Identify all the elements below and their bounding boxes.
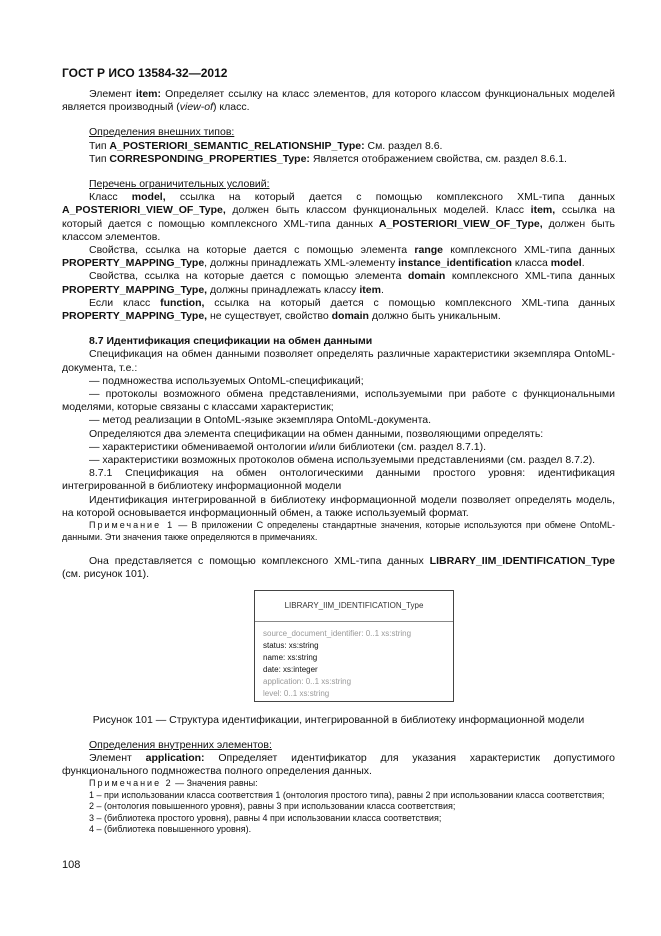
text: . <box>581 257 585 270</box>
term: item <box>359 283 381 296</box>
note-item: 4 – (библиотека повышенного уровня). <box>89 824 252 835</box>
text: Тип <box>89 139 110 152</box>
list-item: — характеристики возможных протоколов обмена используемыми представлениями (см. раздел 8.7.2). <box>89 454 596 467</box>
page-content <box>62 88 615 836</box>
text: Если класс <box>89 296 161 309</box>
term: domain <box>331 310 369 323</box>
page-number: 108 <box>62 859 81 871</box>
constraint-3 <box>62 270 615 296</box>
term: CORRESPONDING_PROPERTIES_Type: <box>109 152 310 165</box>
uml-attribute: date: xs:integer <box>263 664 318 674</box>
text: Она представляется с помощью комплексного XML-типа данных <box>89 555 430 568</box>
note-text: — Значения равны: <box>172 778 258 789</box>
term: PROPERTY_MAPPING_Type <box>62 257 205 270</box>
note-label: Примечание 2 <box>89 778 173 789</box>
note-item: 1 – при использовании класса соответствия 1 (онтология простого типа), равны 2 при использовании класса соответствия; <box>89 789 605 800</box>
uml-attribute: status: xs:string <box>263 640 319 650</box>
ext-definitions-heading: Определения внешних типов: <box>89 126 235 139</box>
term: A_POSTERIORI_VIEW_OF_Type, <box>62 204 226 217</box>
term: model, <box>131 191 166 204</box>
uml-attribute: name: xs:string <box>263 652 318 662</box>
text: не существует, свойство <box>207 310 332 323</box>
term: item: <box>135 88 162 100</box>
text: комплексного XML-типа данных <box>442 244 615 257</box>
text: ссылка на который дается с помощью комплексного XML-типа данных <box>204 296 616 309</box>
note-item: 2 – (онтология повышенного уровня), равны 3 при использовании класса соответствия; <box>89 801 456 812</box>
figure-caption: Рисунок 101 — Структура идентификации, интегрированной в библиотеку информационной модели <box>92 713 585 726</box>
term: function, <box>160 296 205 309</box>
note-label: Примечание 1 <box>89 520 175 531</box>
text: Определяет идентификатор для указания характеристик допустимого функционального подмножества полного определения данных. <box>62 751 615 778</box>
ext-definition-2 <box>62 153 615 166</box>
figure-101 <box>62 590 615 708</box>
text: должно быть уникальным. <box>368 310 501 323</box>
text: класса <box>511 257 551 270</box>
term: application: <box>145 751 205 764</box>
text: Элемент <box>89 751 146 764</box>
term: PROPERTY_MAPPING_Type, <box>62 310 208 323</box>
text: Класс <box>89 191 132 204</box>
ext-definition-1 <box>62 140 615 153</box>
text: Является отображением свойства, см. раздел 8.6.1. <box>309 152 567 165</box>
term: model <box>550 257 582 270</box>
term: item, <box>530 204 556 217</box>
text: (см. рисунок 101). <box>62 568 150 581</box>
uml-attribute: level: 0..1 xs:string <box>263 688 330 698</box>
text: ссылка на который дается с помощью комплексного XML-типа данных <box>62 204 616 230</box>
type-reference-para <box>62 555 615 581</box>
section-8-7-1-heading: 8.7.1 Спецификация на обмен онтологическими данными простого уровня: идентификация интегрированной в библиотеку информационной модели <box>62 467 615 493</box>
text: должны принадлежать классу <box>207 283 360 296</box>
term: range <box>414 244 443 257</box>
constraint-1 <box>62 191 615 244</box>
term: A_POSTERIORI_SEMANTIC_RELATIONSHIP_Type: <box>109 139 365 152</box>
application-definition <box>62 752 615 778</box>
uml-class-box <box>254 590 454 702</box>
list-item: — характеристики обмениваемой онтологии и/или библиотеки (см. раздел 8.7.1). <box>89 440 487 453</box>
text: ссылка на который дается с помощью комплексного XML-типа данных <box>165 191 615 204</box>
section-8-7-para: Определяются два элемента спецификации на обмен данными, позволяющими определять: <box>89 427 544 440</box>
text: должен быть классом функциональных моделей. Класс <box>225 204 531 217</box>
note-2 <box>62 778 615 790</box>
text: Определяет ссылку на класс элементов, для которого классом функциональных моделей является производный ( <box>62 88 616 114</box>
text: Тип <box>89 152 110 165</box>
int-definitions-heading: Определения внутренних элементов: <box>89 738 272 751</box>
term-italic: view-of <box>179 101 214 114</box>
text: . <box>380 283 384 296</box>
note-text: — В приложении С определены стандартные значения, которые используются при обмене OntoML-данными. Эти значения также определяются в примечаниях. <box>62 520 615 542</box>
section-8-7-heading: 8.7 Идентификация спецификации на обмен данными <box>89 335 373 348</box>
constraint-4 <box>62 297 615 323</box>
text: ) класс. <box>213 101 250 114</box>
constraints-heading: Перечень ограничительных условий: <box>89 178 270 191</box>
constraint-2 <box>62 244 615 270</box>
document-header: ГОСТ Р ИСО 13584-32—2012 <box>62 66 228 80</box>
uml-attributes <box>255 622 453 700</box>
note-2-items <box>62 790 615 836</box>
term: domain <box>408 270 446 283</box>
text: комплексного XML-типа данных <box>445 270 615 283</box>
note-item: 3 – (библиотека простого уровня), равны 4 при использовании класса соответствия; <box>89 812 442 823</box>
section-8-7-1-para: Идентификация интегрированной в библиотеку информационной модели позволяет определять модель, на которой основывается информационный обмен, а также используемый формат. <box>62 493 615 519</box>
term: PROPERTY_MAPPING_Type, <box>62 283 208 296</box>
list-item: — протоколы возможного обмена представлениями, используемыми при работе с функциональными моделями, которые связаны с классами характеристик; <box>62 388 615 414</box>
item-paragraph <box>62 88 615 114</box>
list-item: — метод реализации в OntoML-языке экземпляра OntoML-документа. <box>89 414 432 427</box>
uml-attribute: application: 0..1 xs:string <box>263 676 352 686</box>
term: instance_identification <box>398 257 512 270</box>
text: , должны принадлежать XML-элементу <box>204 257 399 270</box>
text: должен быть классом элементов. <box>62 217 615 243</box>
uml-attribute: source_document_identifier: 0..1 xs:string <box>263 628 412 638</box>
term: LIBRARY_IIM_IDENTIFICATION_Type <box>429 555 615 568</box>
section-8-7-intro: Спецификация на обмен данными позволяет определять различные характеристики экземпляра OntoML-документа, т.е.: <box>62 348 615 374</box>
text: Свойства, ссылка на которые дается с помощью элемента <box>89 244 415 257</box>
list-item: — подмножества используемых OntoML-спецификаций; <box>89 374 364 387</box>
text: Свойства, ссылка на которые дается с помощью элемента <box>89 270 409 283</box>
note-1 <box>62 520 615 543</box>
text: См. раздел 8.6. <box>364 139 443 152</box>
term: A_POSTERIORI_VIEW_OF_Type, <box>378 217 543 230</box>
text: Элемент <box>89 88 136 100</box>
uml-class-title: LIBRARY_IIM_IDENTIFICATION_Type <box>255 591 453 622</box>
